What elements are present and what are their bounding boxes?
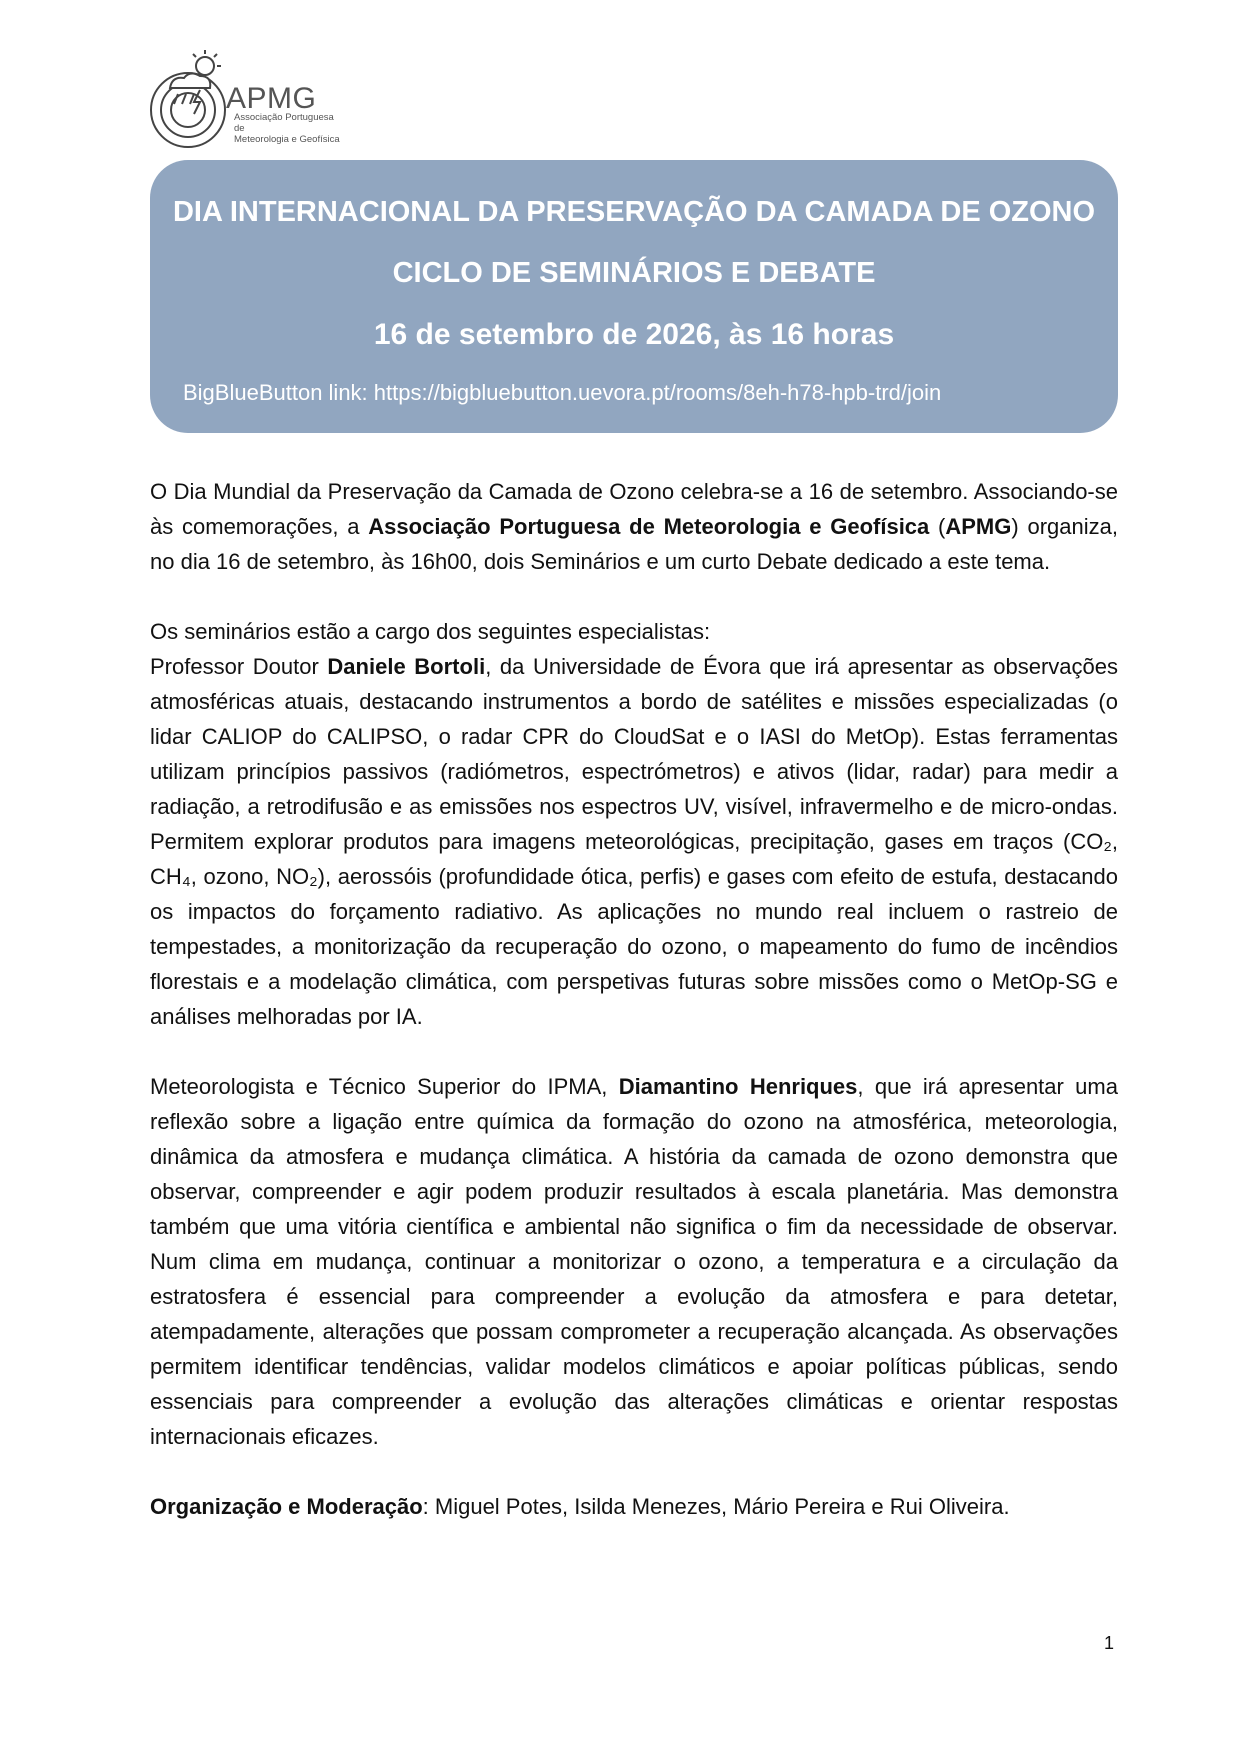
- event-banner: [150, 160, 1118, 433]
- seminars-lead: Os seminários estão a cargo dos seguintes especialistas:: [150, 619, 711, 644]
- seminar2-paragraph: [150, 1069, 1118, 1454]
- intro-text: ) organiza, no dia 16 de setembro, às 16h00, dois Seminários e um curto Debate dedicado a este tema.: [150, 514, 1118, 574]
- intro-paragraph: [150, 474, 1118, 579]
- logo-subtitle-line1: Associação Portuguesa de: [234, 112, 334, 134]
- speaker1-name: Daniele Bortoli: [327, 654, 486, 679]
- seminar2-text: , que irá apresentar uma reflexão sobre a ligação entre química da formação do ozono na atmosférica, meteorologia, dinâmica da atmosfera e mudança climática. A história da camada de ozono demonstra que observar, compreender e agir podem produzir resultados à escala planetária. Mas demonstra também que uma vitória científica e ambiental não significa o fim da necessidade de observar. Num clima em mudança, continuar a monitorizar o ozono, a temperatura e a circulação da estratosfera é essencial para compreender a evolução da atmosfera e para detetar, atempadamente, alterações que possam comprometer a recuperação alcançada. As observações permitem identificar tendências, validar modelos climáticos e apoiar políticas públicas, sendo essenciais para compreender a evolução das alterações climáticas e orientar respostas internacionais eficazes.: [150, 1074, 1118, 1449]
- meeting-link[interactable]: BigBlueButton link: https://bigbluebutton.uevora.pt/rooms/8eh-h78-hpb-trd/join: [183, 380, 942, 405]
- page-number: 1: [1104, 1633, 1115, 1653]
- speaker2-name: Diamantino Henriques: [618, 1074, 858, 1099]
- org-acronym: APMG: [945, 514, 1012, 539]
- organization-label: Organização e Moderação: [150, 1494, 423, 1519]
- intro-text: (: [929, 514, 946, 539]
- seminar2-prefix: Meteorologista e Técnico Superior do IPMA,: [150, 1074, 619, 1099]
- logo-subtitle: [234, 112, 344, 145]
- event-subtitle: CICLO DE SEMINÁRIOS E DEBATE: [392, 257, 876, 289]
- document-body: [150, 474, 1118, 1524]
- organization-names: : Miguel Potes, Isilda Menezes, Mário Pereira e Rui Oliveira.: [422, 1494, 1010, 1519]
- org-name: Associação Portuguesa de Meteorologia e Geofísica: [368, 514, 930, 539]
- logo-subtitle-line2: Meteorologia e Geofísica: [234, 134, 340, 145]
- seminar1-paragraph: [150, 649, 1118, 1034]
- logo-acronym: APMG: [226, 82, 317, 115]
- seminar1-prefix: Professor Doutor: [150, 654, 328, 679]
- apmg-logo: [148, 44, 338, 156]
- event-date: 16 de setembro de 2026, às 16 horas: [373, 318, 895, 351]
- event-title: DIA INTERNACIONAL DA PRESERVAÇÃO DA CAMADA DE OZONO: [172, 196, 1096, 228]
- organization-line: [150, 1489, 1118, 1524]
- intro-text: O Dia Mundial da Preservação da Camada de Ozono celebra-se a 16 de setembro. Associando-se às comemorações, a: [150, 479, 1118, 539]
- weather-logo-icon: [148, 44, 228, 156]
- seminar1-text: , da Universidade de Évora que irá apresentar as observações atmosféricas atuais, destacando instrumentos a bordo de satélites e missões especializadas (o lidar CALIOP do CALIPSO, o radar CPR do CloudSat e o IASI do MetOp). Estas ferramentas utilizam princípios passivos (radiómetros, espectrómetros) e ativos (lidar, radar) para medir a radiação, a retrodifusão e as emissões nos espectros UV, visível, infravermelho e de micro-ondas. Permitem explorar produtos para imagens meteorológicas, precipitação, gases em traços (CO₂, CH₄, ozono, NO₂), aerossóis (profundidade ótica, perfis) e gases com efeito de estufa, destacando os impactos do forçamento radiativo. As aplicações no mundo real incluem o rastreio de tempestades, a monitorização da recuperação do ozono, o mapeamento do fumo de incêndios florestais e a modelação climática, com perspetivas futuras sobre missões como o MetOp-SG e análises melhoradas por IA.: [150, 654, 1118, 1029]
